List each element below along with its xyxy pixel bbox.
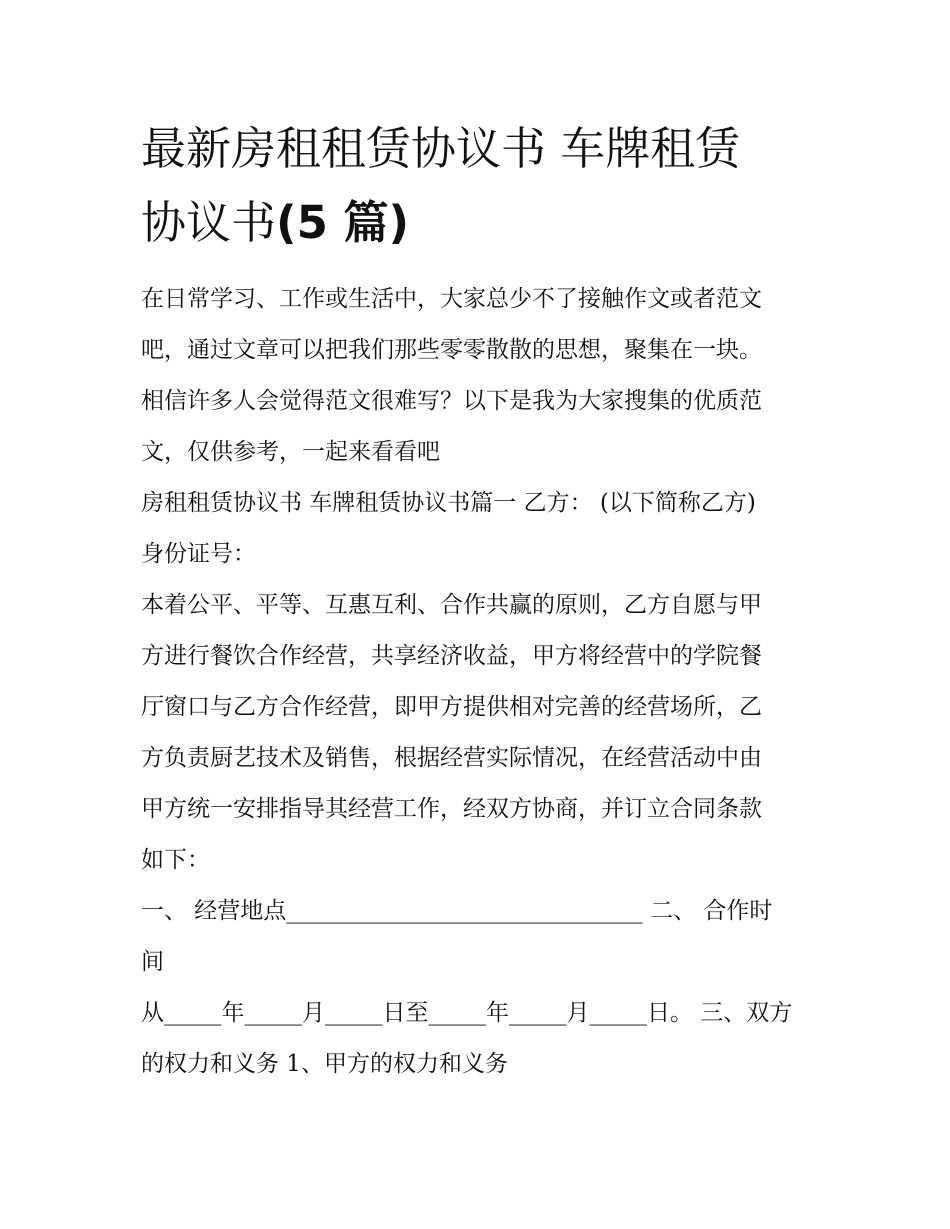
section-heading-line-2: 身份证号： xyxy=(141,541,256,567)
section-heading-line-1: 房租租赁协议书 车牌租赁协议书篇一 乙方： (以下简称乙方) xyxy=(141,490,756,516)
section-heading-paragraph xyxy=(141,478,831,580)
document-title xyxy=(141,112,831,260)
intro-paragraph xyxy=(141,274,831,478)
title-line-2-text: 协议书 xyxy=(141,196,277,249)
title-line-1: 最新房租租赁协议书 车牌租赁 xyxy=(141,122,741,175)
clause-location-line-2: 间 xyxy=(141,949,164,975)
clause-location-line-1: 一、 经营地点_______________________________ 二、 合作时 xyxy=(141,898,773,924)
principle-paragraph xyxy=(141,580,831,886)
principle-line-5: 甲方统一安排指导其经营工作，经双方协商，并订立合同条款 xyxy=(141,796,762,822)
clause-period-line-1: 从_____年_____月_____日至_____年_____月_____日。 三、双方 xyxy=(141,1000,793,1026)
intro-line-1: 在日常学习、工作或生活中，大家总少不了接触作文或者范文 xyxy=(141,286,762,312)
clause-period-paragraph xyxy=(141,988,831,1090)
title-suffix: (5 篇) xyxy=(276,196,410,249)
clause-period-line-2: 的权力和义务 1、甲方的权力和义务 xyxy=(141,1051,508,1077)
principle-line-3: 厅窗口与乙方合作经营，即甲方提供相对完善的经营场所，乙 xyxy=(141,694,762,720)
principle-line-4: 方负责厨艺技术及销售，根据经营实际情况，在经营活动中由 xyxy=(141,745,762,771)
intro-line-4: 文，仅供参考，一起来看看吧 xyxy=(141,439,440,465)
principle-line-2: 方进行餐饮合作经营，共享经济收益，甲方将经营中的学院餐 xyxy=(141,643,762,669)
intro-line-3: 相信许多人会觉得范文很难写？以下是我为大家搜集的优质范 xyxy=(141,388,762,414)
document-body xyxy=(141,274,831,1090)
principle-line-1: 本着公平、平等、互惠互利、合作共赢的原则，乙方自愿与甲 xyxy=(141,592,762,618)
title-line-2 xyxy=(141,186,831,260)
principle-line-6: 如下： xyxy=(141,847,210,873)
clause-location-paragraph xyxy=(141,886,831,988)
intro-line-2: 吧，通过文章可以把我们那些零零散散的思想，聚集在一块。 xyxy=(141,337,762,363)
